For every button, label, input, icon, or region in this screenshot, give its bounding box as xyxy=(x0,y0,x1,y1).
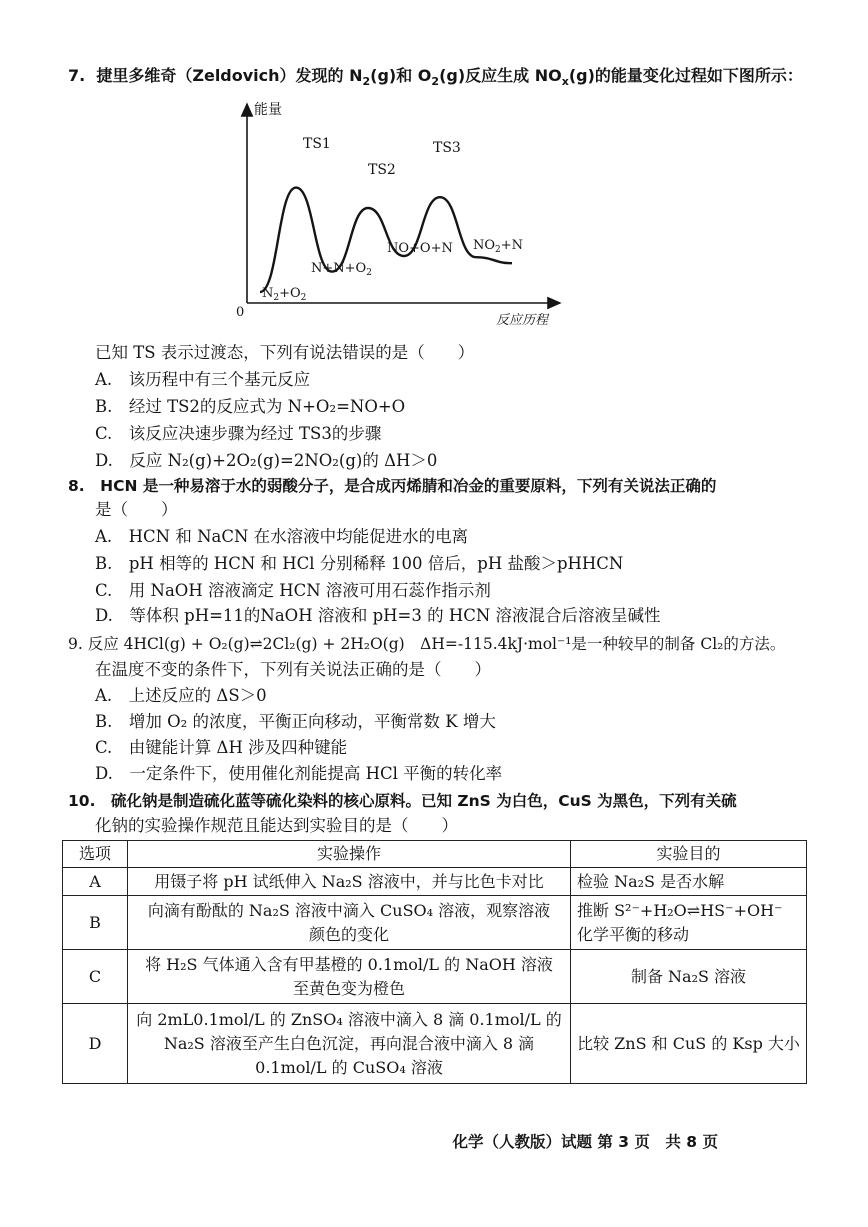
label-start: $N_2+O_2$ xyxy=(262,286,307,303)
q7-stem-d: (g)的能量变化过程如下图所示： xyxy=(568,66,803,85)
row-d-op-line: 向 2mL0.1mol/L 的 ZnSO₄ 溶液中滴入 8 滴 0.1mol/L 的 xyxy=(136,1009,562,1029)
x-axis-label: 反应历程 xyxy=(496,313,549,328)
row-c-option: C xyxy=(63,950,128,1004)
q7-option-d: D. 反应 N₂(g)+2O₂(g)=2NO₂(g)的 ΔH＞0 xyxy=(95,451,438,470)
energy-diagram xyxy=(230,98,570,333)
q9-option-b: B. 增加 O₂ 的浓度，平衡正向移动，平衡常数 K 增大 xyxy=(95,712,496,731)
q7-option-b: B. 经过 TS2的反应式为 N+O₂=NO+O xyxy=(95,397,406,416)
q7-stem-a: 捷里多维奇（Zeldovich）发现的 N xyxy=(96,66,363,85)
q7-option-a: A. 该历程中有三个基元反应 xyxy=(95,370,311,389)
q7-option-c: C. 该反应决速步骤为经过 TS3的步骤 xyxy=(95,424,382,443)
q8-option-d: D. 等体积 pH=11的NaOH 溶液和 pH=3 的 HCN 溶液混合后溶液呈碱性 xyxy=(95,606,661,625)
row-a-option: A xyxy=(63,868,128,896)
q9-stem-line1: 9. 反应 4HCl(g) + O₂(g)⇌2Cl₂(g) + 2H₂O(g) ΔH=-115.4kJ·mol⁻¹是一种较早的制备 Cl₂的方法。 xyxy=(68,635,786,653)
table-header-row xyxy=(63,841,807,868)
q7-number: 7. xyxy=(68,66,86,85)
table-row xyxy=(63,950,807,1004)
label-final: $NO_2+N$ xyxy=(473,238,524,255)
row-d-goal-line: 比较 ZnS 和 CuS 的 Ksp 大小 xyxy=(577,1033,800,1053)
row-b-operation xyxy=(128,896,571,950)
row-d-op-line: 0.1mol/L 的 CuSO₄ 溶液 xyxy=(255,1057,443,1077)
table-row xyxy=(63,896,807,950)
row-c-op-line: 至黄色变为橙色 xyxy=(292,978,405,998)
row-a-goal-line: 检验 Na₂S 是否水解 xyxy=(577,871,725,891)
q7-stem-b: (g)和 O xyxy=(370,66,432,85)
row-d-operation xyxy=(128,1004,571,1084)
q8-option-b: B. pH 相等的 HCN 和 HCl 分别稀释 100 倍后，pH 盐酸＞pHHCN xyxy=(95,554,624,573)
q9-option-d: D. 一定条件下，使用催化剂能提高 HCl 平衡的转化率 xyxy=(95,764,503,783)
q8-stem-line1: 8. HCN 是一种易溶于水的弱酸分子，是合成丙烯腈和冶金的重要原料，下列有关说法正确的 xyxy=(68,477,717,495)
row-c-operation xyxy=(128,950,571,1004)
row-a-operation xyxy=(128,868,571,896)
label-ts1: TS1 xyxy=(303,136,331,152)
q7-stem-c: (g)反应生成 NO xyxy=(439,66,562,85)
row-b-op-line: 颜色的变化 xyxy=(308,924,389,944)
row-b-goal xyxy=(571,896,807,950)
header-operation: 实验操作 xyxy=(128,841,571,868)
q10-stem-line2: 化钠的实验操作规范且能达到实验目的是（ ） xyxy=(95,816,458,835)
label-int1: $N+N+O_2$ xyxy=(311,261,372,278)
label-ts2: TS2 xyxy=(368,162,396,178)
row-a-goal xyxy=(571,868,807,896)
row-d-goal xyxy=(571,1004,807,1084)
q8-option-a: A. HCN 和 NaCN 在水溶液中均能促进水的电离 xyxy=(95,527,469,546)
q10-stem-line1: 10. 硫化钠是制造硫化蓝等硫化染料的核心原料。已知 ZnS 为白色，CuS 为黑色，下列有关硫 xyxy=(68,792,737,810)
row-b-goal-line: 化学平衡的移动 xyxy=(577,924,690,944)
table-row xyxy=(63,1004,807,1084)
q7-stem-x: x xyxy=(561,75,569,89)
row-d-op-line: Na₂S 溶液至产生白色沉淀，再向混合液中滴入 8 滴 xyxy=(163,1033,535,1053)
q9-option-c: C. 由键能计算 ΔH 涉及四种键能 xyxy=(95,738,348,757)
table-row xyxy=(63,868,807,896)
row-d-option: D xyxy=(63,1004,128,1084)
q8-stem-line2: 是（ ） xyxy=(95,500,178,519)
q7-stem: 7. 捷里多维奇（Zeldovich）发现的 $N_2(g)$和 $O_2(g)$反应生成 $NO_x(g)$的能量变化过程如下图所示： xyxy=(68,66,803,89)
row-c-op-line: 将 H₂S 气体通入含有甲基橙的 0.1mol/L 的 NaOH 溶液 xyxy=(145,954,553,974)
row-a-op-line: 用镊子将 pH 试纸伸入 Na₂S 溶液中，并与比色卡对比 xyxy=(154,871,544,891)
q9-stem-line2: 在温度不变的条件下，下列有关说法正确的是（ ） xyxy=(95,660,491,679)
q7-prompt: 已知 TS 表示过渡态，下列有说法错误的是（ ） xyxy=(95,343,475,362)
header-option: 选项 xyxy=(63,841,128,868)
header-goal: 实验目的 xyxy=(571,841,807,868)
label-ts3: TS3 xyxy=(433,140,461,156)
q10-table xyxy=(62,840,807,1084)
origin-label: 0 xyxy=(236,305,245,320)
q9-option-a: A. 上述反应的 ΔS＞0 xyxy=(95,686,267,705)
q8-option-c: C. 用 NaOH 溶液滴定 HCN 溶液可用石蕊作指示剂 xyxy=(95,581,491,600)
label-int2: NO+O+N xyxy=(387,241,453,256)
row-b-goal-line: 推断 S²⁻+H₂O⇌HS⁻+OH⁻ xyxy=(577,900,783,920)
row-b-op-line: 向滴有酚酞的 Na₂S 溶液中滴入 CuSO₄ 溶液，观察溶液 xyxy=(147,900,551,920)
row-c-goal-line: 制备 Na₂S 溶液 xyxy=(630,966,747,986)
row-c-goal xyxy=(571,950,807,1004)
y-axis-label: 能量 xyxy=(254,102,282,118)
page-footer: 化学（人教版）试题 第 3 页 共 8 页 xyxy=(452,1133,718,1151)
row-b-option: B xyxy=(63,896,128,950)
